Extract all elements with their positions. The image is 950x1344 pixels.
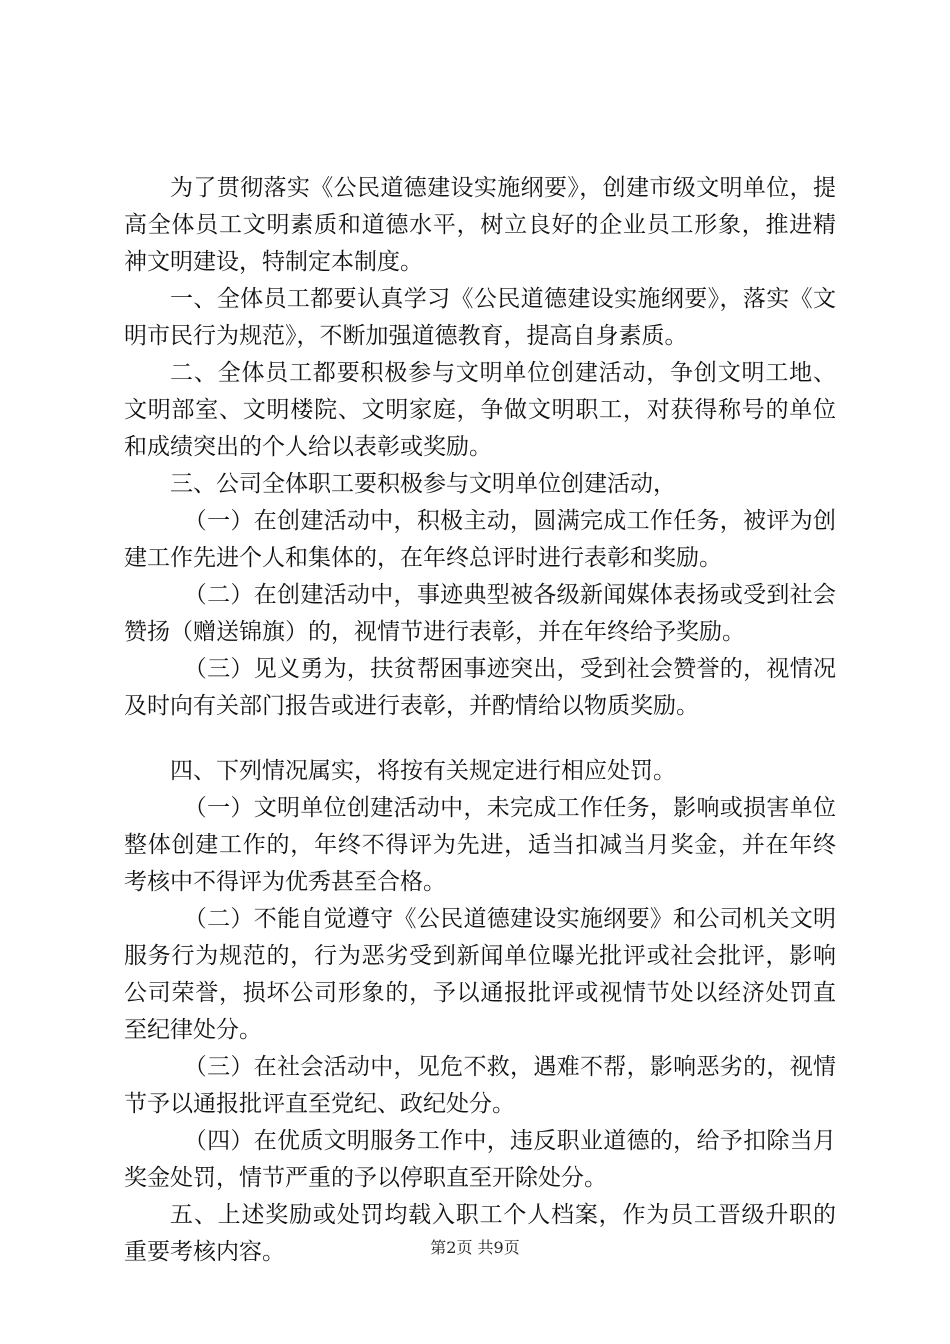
intro-paragraph: 为了贯彻落实《公民道德建设实施纲要》，创建市级文明单位，提高全体员工文明素质和道德水平，树立良好的企业员工形象，推进精神文明建设，特制定本制度。 (124, 175, 836, 275)
article-three-item-1: （一）在创建活动中，积极主动，圆满完成工作任务，被评为创建工作先进个人和集体的，在年终总评时进行表彰和奖励。 (124, 508, 836, 571)
article-three-heading: 三、公司全体职工要积极参与文明单位创建活动， (170, 471, 676, 497)
article-two-paragraph: 二、全体员工都要积极参与文明单位创建活动，争创文明工地、文明部室、文明楼院、文明家庭，争做文明职工，对获得称号的单位和成绩突出的个人给以表彰或奖励。 (124, 360, 836, 460)
article-one-paragraph: 一、全体员工都要认真学习《公民道德建设实施纲要》，落实《文明市民行为规范》，不断加强道德教育，提高自身素质。 (124, 286, 836, 349)
article-four-item-4: （四）在优质文明服务工作中，违反职业道德的，给予扣除当月奖金处罚，情节严重的予以停职直至开除处分。 (124, 1128, 836, 1191)
article-three-item-3: （三）见义勇为，扶贫帮困事迹突出，受到社会赞誉的，视情况及时向有关部门报告或进行表彰，并酌情给以物质奖励。 (124, 656, 836, 719)
article-four-item-2: （二）不能自觉遵守《公民道德建设实施纲要》和公司机关文明服务行为规范的，行为恶劣受到新闻单位曝光批评或社会批评，影响公司荣誉，损坏公司形象的，予以通报批评或视情节处以经济处罚直至纪律处分。 (124, 906, 836, 1043)
article-five-paragraph: 五、上述奖励或处罚均载入职工个人档案，作为员工晋级升职的重要考核内容。 (124, 1202, 836, 1265)
article-four-item-3: （三）在社会活动中，见危不救，遇难不帮，影响恶劣的，视情节予以通报批评直至党纪、政纪处分。 (124, 1054, 836, 1117)
article-four-heading: 四、下列情况属实，将按有关规定进行相应处罚。 (170, 758, 676, 784)
page-number-footer: 第2页 共9页 (430, 1238, 520, 1257)
document-body (124, 170, 836, 1271)
article-three-item-2: （二）在创建活动中，事迹典型被各级新闻媒体表扬或受到社会赞扬（赠送锦旗）的，视情节进行表彰，并在年终给予奖励。 (124, 582, 836, 645)
article-four-item-1: （一）文明单位创建活动中，未完成工作任务，影响或损害单位整体创建工作的，年终不得评为先进，适当扣减当月奖金，并在年终考核中不得评为优秀甚至合格。 (124, 795, 836, 895)
